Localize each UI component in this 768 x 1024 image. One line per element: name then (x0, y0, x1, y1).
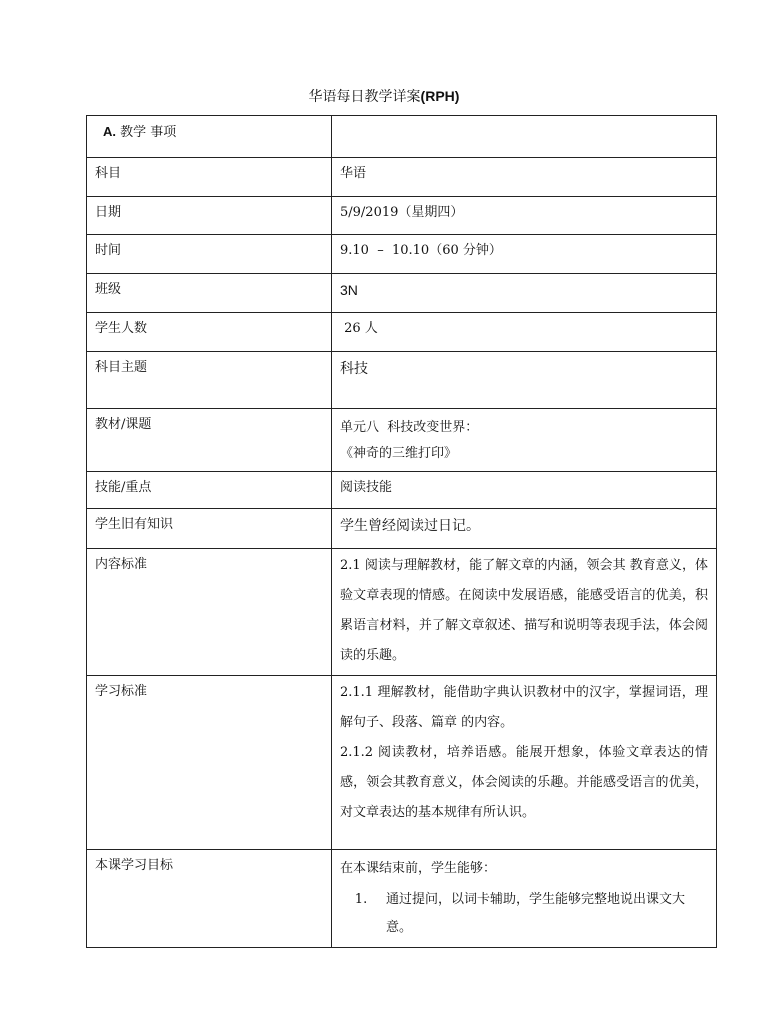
learning-standard-item-2: 2.1.2 阅读教材，培养语感。能展开想象，体验文章表达的情感，领会其教育意义，体会阅读的乐趣。并能感受语言的优美，对文章表达的基本规律有所认识。 (340, 745, 708, 820)
table-row-date (87, 197, 717, 235)
students-value: 26 人 (332, 313, 717, 352)
date-value: 5/9/2019（星期四） (332, 197, 717, 235)
header-label: 教学 事项 (116, 125, 177, 140)
theme-value: 科技 (332, 352, 717, 409)
table-row-time (87, 235, 717, 274)
material-line-1: 单元八 科技改变世界： (340, 420, 479, 435)
theme-label: 科目主题 (87, 352, 332, 409)
skill-label: 技能/重点 (87, 472, 332, 509)
header-value-cell (332, 116, 717, 158)
table-row-objectives (87, 850, 717, 948)
table-row-content-standard (87, 549, 717, 676)
lesson-plan-table (86, 115, 717, 948)
prior-knowledge-label: 学生旧有知识 (87, 509, 332, 549)
subject-value: 华语 (332, 158, 717, 197)
content-standard-label: 内容标准 (87, 549, 332, 676)
objectives-cell (332, 850, 717, 948)
content-standard-cell (332, 549, 717, 676)
learning-standard-cell (332, 676, 717, 850)
material-label: 教材/课题 (87, 409, 332, 472)
document-title (0, 86, 768, 107)
table-row-skill (87, 472, 717, 509)
students-label: 学生人数 (87, 313, 332, 352)
class-value: 3N (332, 274, 717, 313)
table-row-class (87, 274, 717, 313)
prior-knowledge-value: 学生曾经阅读过日记。 (332, 509, 717, 549)
document-title-text: 华语每日教学详案 (308, 89, 421, 105)
table-row-learning-standard (87, 676, 717, 850)
time-label: 时间 (87, 235, 332, 274)
list-item-number: 1. (354, 892, 368, 907)
skill-value: 阅读技能 (332, 472, 717, 509)
document-title-suffix: (RPH) (420, 88, 460, 104)
objectives-intro: 在本课结束前，学生能够： (340, 861, 497, 876)
table-row-students (87, 313, 717, 352)
subject-label: 科目 (87, 158, 332, 197)
class-label: 班级 (87, 274, 332, 313)
header-label-prefix: A. (103, 124, 116, 139)
table-row-header (87, 116, 717, 158)
date-label: 日期 (87, 197, 332, 235)
material-line-2: 《神奇的三维打印》 (340, 446, 458, 461)
learning-standard-label: 学习标准 (87, 676, 332, 850)
header-label-cell (87, 116, 332, 158)
time-value: 9.10 – 10.10（60 分钟） (332, 235, 717, 274)
learning-standard-item-1: 2.1.1 理解教材，能借助字典认识教材中的汉字，掌握词语，理解句子、段落、篇章 的内容。 (340, 685, 708, 730)
table-row-subject (87, 158, 717, 197)
table-row-prior-knowledge (87, 509, 717, 549)
table-row-theme (87, 352, 717, 409)
list-item (340, 886, 708, 942)
content-standard-text: 2.1 阅读与理解教材，能了解文章的内涵，领会其 教育意义，体验文章表现的情感。在阅读中发展语感，能感受语言的优美，积累语言材料，并了解文章叙述、描写和说明等表现手法，体会阅读的乐趣。 (340, 558, 708, 663)
table-row-material (87, 409, 717, 472)
objectives-label: 本课学习目标 (87, 850, 332, 948)
material-value-cell (332, 409, 717, 472)
list-item-text: 通过提问，以词卡辅助，学生能够完整地说出课文大意。 (386, 892, 686, 935)
